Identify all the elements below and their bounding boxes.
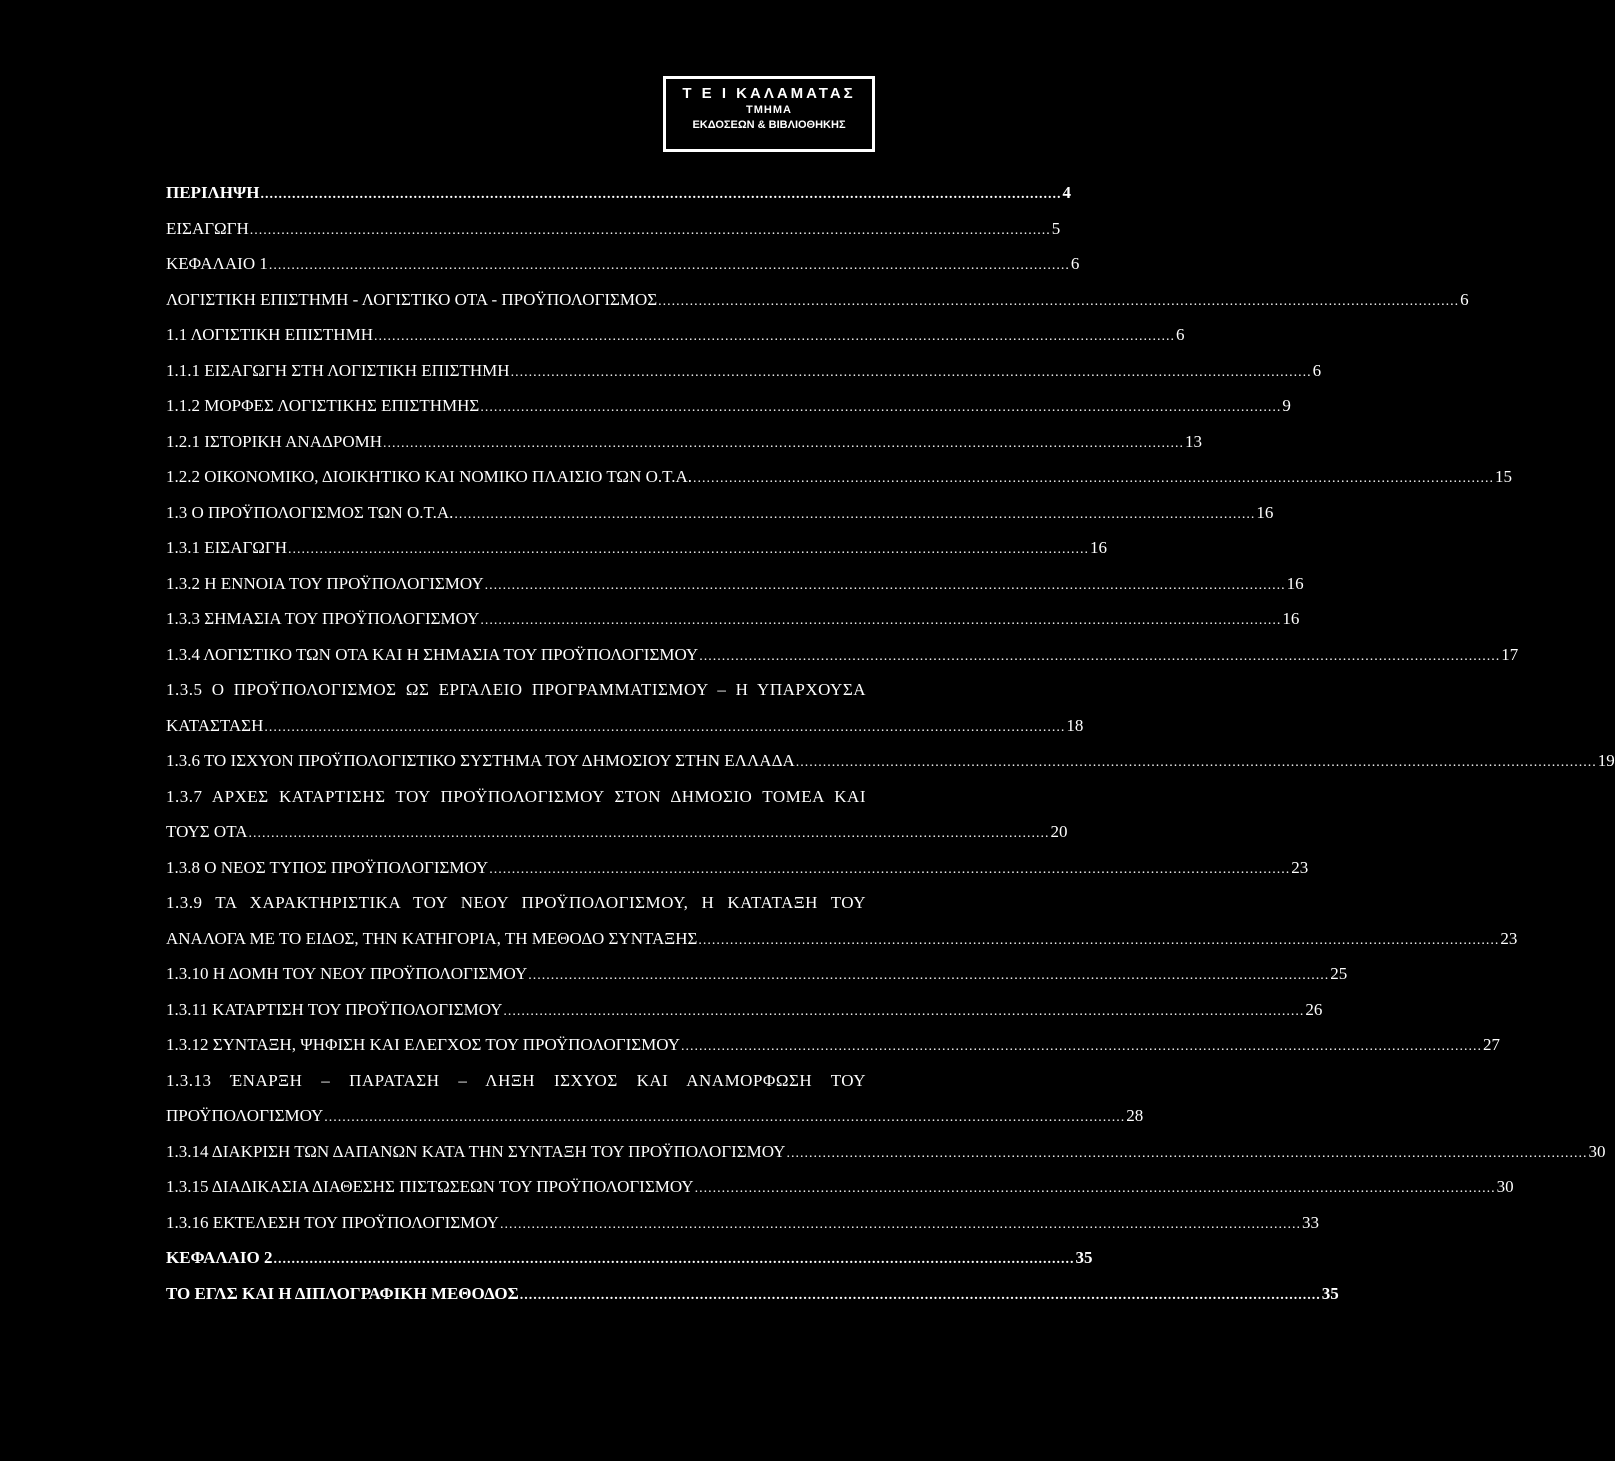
toc-entry-title: 1.3.5 Ο ΠΡΟΫΠΟΛΟΓΙΣΜΟΣ ΩΣ ΕΡΓΑΛΕΙΟ ΠΡΟΓΡΑΜΜΑΤΙΣΜΟΥ – Η ΥΠΑΡΧΟΥΣΑ <box>166 680 866 699</box>
toc-entry-page: 18 <box>1066 715 1084 735</box>
toc-dot-leader <box>511 365 1312 381</box>
toc-dot-leader <box>274 1252 1075 1268</box>
toc-entry[interactable] <box>166 1035 1501 1071</box>
toc-entry-title: 1.2.2 ΟΙΚΟΝΟΜΙΚΟ, ΔΙΟΙΚΗΤΙΚΟ ΚΑΙ ΝΟΜΙΚΟ ΠΛΑΙΣΙΟ ΤΩΝ Ο.Τ.Α. <box>166 467 693 486</box>
toc-dot-leader <box>693 471 1494 487</box>
toc-entry-page: 20 <box>1050 822 1068 841</box>
toc-entry-title: ΑΝΑΛΟΓΑ ΜΕ ΤΟ ΕΙΔΟΣ, ΤΗΝ ΚΑΤΗΓΟΡΙΑ, ΤΗ ΜΕΘΟΔΟ ΣΥΝΤΑΞΗΣ <box>166 928 698 948</box>
toc-dot-leader <box>374 329 1175 345</box>
toc-entry[interactable] <box>166 644 1519 681</box>
toc-entry-title: 1.2.1 ΙΣΤΟΡΙΚΗ ΑΝΑΔΡΟΜΗ <box>166 431 383 451</box>
stamp-line-department: ΤΜΗΜΑ <box>746 104 792 116</box>
toc-entry-title: 1.3.10 Η ΔΟΜΗ ΤΟΥ ΝΕΟΥ ΠΡΟΫΠΟΛΟΓΙΣΜΟΥ <box>166 964 528 983</box>
toc-entry[interactable] <box>166 538 1108 574</box>
toc-entry-page: 6 <box>1070 254 1080 273</box>
library-stamp <box>663 76 875 152</box>
toc-entry-title: 1.3 Ο ΠΡΟΫΠΟΛΟΓΙΣΜΟΣ ΤΩΝ Ο.Τ.Α. <box>166 502 454 522</box>
toc-dot-leader <box>698 933 1499 949</box>
toc-entry-title: 1.3.16 ΕΚΤΕΛΕΣΗ ΤΟΥ ΠΡΟΫΠΟΛΟΓΙΣΜΟΥ <box>166 1212 499 1232</box>
toc-entry[interactable] <box>166 822 1068 858</box>
toc-entry[interactable] <box>166 1106 1144 1142</box>
toc-entry-title: ΚΑΤΑΣΤΑΣΗ <box>166 715 264 735</box>
toc-entry-page: 30 <box>1496 1177 1514 1196</box>
toc-entry[interactable] <box>166 751 1615 787</box>
toc-entry-title: ΚΕΦΑΛΑΙΟ 2 <box>166 1248 273 1267</box>
toc-entry[interactable] <box>166 999 1323 1036</box>
toc-entry[interactable] <box>166 1283 1339 1320</box>
toc-entry[interactable] <box>166 1141 1606 1178</box>
toc-entry-title: 1.3.2 Η ΕΝΝΟΙΑ ΤΟΥ ΠΡΟΫΠΟΛΟΓΙΣΜΟΥ <box>166 573 484 593</box>
toc-entry-title: 1.3.12 ΣΥΝΤΑΞΗ, ΨΗΦΙΣΗ ΚΑΙ ΕΛΕΓΧΟΣ ΤΟΥ ΠΡΟΫΠΟΛΟΓΙΣΜΟΥ <box>166 1035 681 1054</box>
toc-entry-page: 4 <box>1062 183 1071 202</box>
toc-entry[interactable] <box>166 360 1322 397</box>
toc-entry[interactable] <box>166 928 1518 965</box>
toc-dot-leader <box>658 294 1459 310</box>
toc-entry[interactable] <box>166 467 1513 503</box>
toc-dot-leader <box>528 968 1329 984</box>
toc-entry-title: 1.3.6 ΤΟ ΙΣΧΥΟΝ ΠΡΟΫΠΟΛΟΓΙΣΤΙΚΟ ΣΥΣΤΗΜΑ ΤΟΥ ΔΗΜΟΣΙΟΥ ΣΤΗΝ ΕΛΛΑΔΑ <box>166 751 795 770</box>
toc-entry-page: 23 <box>1500 928 1518 948</box>
toc-entry-page: 35 <box>1075 1248 1093 1267</box>
toc-entry-page: 16 <box>1090 538 1108 557</box>
toc-entry-page: 35 <box>1321 1283 1339 1303</box>
toc-entry-title: 1.1 ΛΟΓΙΣΤΙΚΗ ΕΠΙΣΤΗΜΗ <box>166 325 373 344</box>
toc-entry-title: 1.3.15 ΔΙΑΔΙΚΑΣΙΑ ΔΙΑΘΕΣΗΣ ΠΙΣΤΩΣΕΩΝ ΤΟΥ ΠΡΟΫΠΟΛΟΓΙΣΜΟΥ <box>166 1177 694 1196</box>
toc-entry-page: 15 <box>1495 467 1513 486</box>
toc-entry-page: 16 <box>1256 502 1274 522</box>
toc-entry[interactable] <box>166 1177 1514 1213</box>
toc-entry[interactable] <box>166 396 1291 432</box>
toc-entry-page: 30 <box>1588 1141 1606 1161</box>
toc-entry-title: 1.3.14 ΔΙΑΚΡΙΣΗ ΤΩΝ ΔΑΠΑΝΩΝ ΚΑΤΑ ΤΗΝ ΣΥΝΤΑΞΗ ΤΟΥ ΠΡΟΫΠΟΛΟΓΙΣΜΟΥ <box>166 1141 786 1161</box>
toc-entry-page: 27 <box>1483 1035 1501 1054</box>
toc-entry[interactable] <box>166 183 1071 219</box>
toc-dot-leader <box>786 1146 1587 1162</box>
toc-entry-page: 28 <box>1126 1106 1144 1125</box>
toc-entry-title: 1.3.13 ΈΝΑΡΞΗ – ΠΑΡΑΤΑΣΗ – ΛΗΞΗ ΙΣΧΥΟΣ ΚΑΙ ΑΝΑΜΟΡΦΩΣΗ ΤΟΥ <box>166 1070 866 1090</box>
toc-dot-leader <box>520 1288 1321 1304</box>
toc-dot-leader <box>250 223 1051 239</box>
toc-dot-leader <box>260 187 1061 203</box>
toc-dot-leader <box>485 578 1286 594</box>
stamp-line-library: ΕΚΔΟΣΕΩΝ & ΒΙΒΛΙΟΘΗΚΗΣ <box>692 119 846 131</box>
toc-entry-page: 19 <box>1597 751 1615 770</box>
toc-dot-leader <box>454 507 1255 523</box>
toc-dot-leader <box>796 755 1597 771</box>
toc-entry-page: 33 <box>1301 1212 1319 1232</box>
toc-entry-title: ΛΟΓΙΣΤΙΚΗ ΕΠΙΣΤΗΜΗ - ΛΟΓΙΣΤΙΚΟ ΟΤΑ - ΠΡΟΫΠΟΛΟΓΙΣΜΟΣ <box>166 289 658 309</box>
toc-dot-leader <box>500 1217 1301 1233</box>
toc-entry-title: ΤΟ ΕΓΛΣ ΚΑΙ Η ΔΙΠΛΟΓΡΑΦΙΚΗ ΜΕΘΟΔΟΣ <box>166 1283 519 1303</box>
toc-entry-page: 6 <box>1175 325 1185 344</box>
toc-entry[interactable] <box>166 1071 866 1107</box>
toc-entry-title: 1.3.4 ΛΟΓΙΣΤΙΚΟ ΤΩΝ ΟΤΑ ΚΑΙ Η ΣΗΜΑΣΙΑ ΤΟΥ ΠΡΟΫΠΟΛΟΓΙΣΜΟΥ <box>166 644 699 664</box>
toc-entry[interactable] <box>166 1248 1093 1284</box>
toc-entry[interactable] <box>166 787 866 823</box>
toc-entry[interactable] <box>166 1212 1319 1249</box>
toc-entry-title: 1.3.11 ΚΑΤΑΡΤΙΣΗ ΤΟΥ ΠΡΟΫΠΟΛΟΓΙΣΜΟΥ <box>166 999 503 1019</box>
toc-entry-page: 13 <box>1185 431 1203 451</box>
toc-entry[interactable] <box>166 964 1348 1000</box>
toc-entry-title: ΕΙΣΑΓΩΓΗ <box>166 218 249 238</box>
toc-entry[interactable] <box>166 609 1300 645</box>
toc-entry[interactable] <box>166 502 1274 539</box>
toc-entry[interactable] <box>166 218 1061 255</box>
toc-dot-leader <box>480 400 1281 416</box>
toc-entry-title: 1.1.1 ΕΙΣΑΓΩΓΗ ΣΤΗ ΛΟΓΙΣΤΙΚΗ ΕΠΙΣΤΗΜΗ <box>166 360 510 380</box>
toc-dot-leader <box>383 436 1184 452</box>
toc-entry[interactable] <box>166 857 1309 894</box>
toc-entry-title: 1.3.9 ΤΑ ΧΑΡΑΚΤΗΡΙΣΤΙΚΑ ΤΟΥ ΝΕΟΥ ΠΡΟΫΠΟΛΟΓΙΣΜΟΥ, Η ΚΑΤΑΤΑΞΗ ΤΟΥ <box>166 893 866 912</box>
toc-entry[interactable] <box>166 325 1185 361</box>
toc-entry-page: 26 <box>1305 999 1323 1019</box>
toc-entry-title: 1.3.7 ΑΡΧΕΣ ΚΑΤΑΡΤΙΣΗΣ ΤΟΥ ΠΡΟΫΠΟΛΟΓΙΣΜΟΥ ΣΤΟΝ ΔΗΜΟΣΙΟ ΤΟΜΕΑ ΚΑΙ <box>166 786 866 806</box>
toc-entry-title: ΤΟΥΣ ΟΤΑ <box>166 822 248 841</box>
toc-entry-title: 1.3.8 Ο ΝΕΟΣ ΤΥΠΟΣ ΠΡΟΫΠΟΛΟΓΙΣΜΟΥ <box>166 857 489 877</box>
toc-entry[interactable] <box>166 715 1084 752</box>
toc-entry[interactable] <box>166 289 1469 326</box>
toc-entry[interactable] <box>166 573 1304 610</box>
toc-entry[interactable] <box>166 680 866 716</box>
toc-dot-leader <box>489 862 1290 878</box>
toc-entry-title: 1.3.1 ΕΙΣΑΓΩΓΗ <box>166 538 288 557</box>
toc-dot-leader <box>503 1004 1304 1020</box>
toc-dot-leader <box>264 720 1065 736</box>
toc-entry-page: 16 <box>1286 573 1304 593</box>
toc-dot-leader <box>324 1110 1125 1126</box>
toc-entry-title: ΚΕΦΑΛΑΙΟ 1 <box>166 254 268 273</box>
toc-entry-title: 1.1.2 ΜΟΡΦΕΣ ΛΟΓΙΣΤΙΚΗΣ ΕΠΙΣΤΗΜΗΣ <box>166 396 480 415</box>
table-of-contents <box>166 183 1615 1319</box>
toc-entry-title: 1.3.3 ΣΗΜΑΣΙΑ ΤΟΥ ΠΡΟΫΠΟΛΟΓΙΣΜΟΥ <box>166 609 480 628</box>
toc-entry-page: 17 <box>1501 644 1519 664</box>
toc-dot-leader <box>695 1181 1496 1197</box>
toc-dot-leader <box>480 613 1281 629</box>
toc-entry-page: 25 <box>1330 964 1348 983</box>
toc-entry-title: ΠΕΡΙΛΗΨΗ <box>166 183 260 202</box>
stamp-line-institution: Τ Ε Ι ΚΑΛΑΜΑΤΑΣ <box>682 85 856 102</box>
toc-entry[interactable] <box>166 254 1080 290</box>
toc-dot-leader <box>699 649 1500 665</box>
toc-entry[interactable] <box>166 893 866 929</box>
toc-entry-page: 6 <box>1312 360 1322 380</box>
toc-dot-leader <box>249 826 1050 842</box>
toc-entry-page: 6 <box>1460 289 1469 309</box>
toc-entry-page: 23 <box>1291 857 1309 877</box>
toc-dot-leader <box>681 1039 1482 1055</box>
toc-entry-page: 16 <box>1282 609 1300 628</box>
toc-entry[interactable] <box>166 431 1203 468</box>
toc-entry-page: 9 <box>1282 396 1291 415</box>
toc-entry-page: 5 <box>1051 218 1061 238</box>
toc-entry-title: ΠΡΟΫΠΟΛΟΓΙΣΜΟΥ <box>166 1106 324 1125</box>
toc-dot-leader <box>269 258 1070 274</box>
toc-dot-leader <box>288 542 1089 558</box>
